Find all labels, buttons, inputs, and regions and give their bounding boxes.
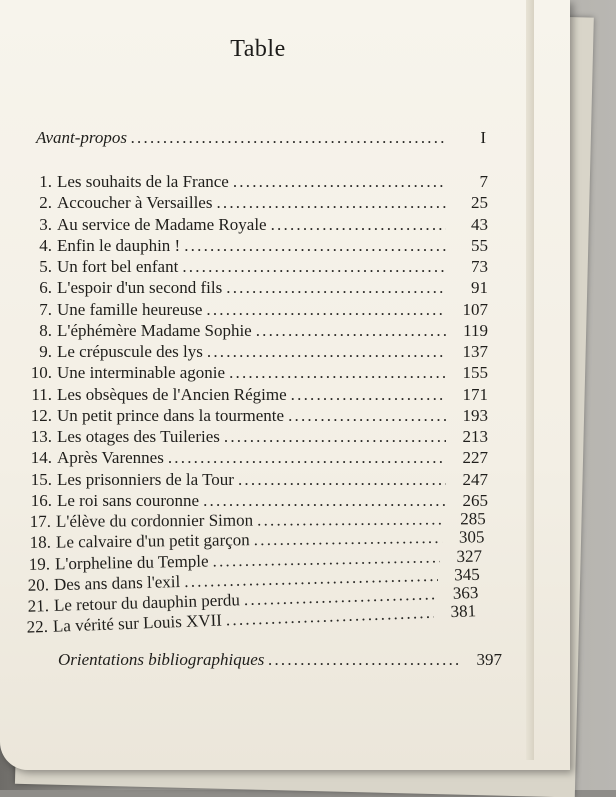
toc-entry-label: Le crépuscule des lys xyxy=(57,342,203,361)
toc-entry-label: Orientations bibliographiques xyxy=(58,650,265,669)
toc-entry-page: 213 xyxy=(462,427,488,446)
leader-dots xyxy=(256,321,446,341)
toc-entry-label: L'espoir d'un second fils xyxy=(57,278,223,298)
toc-entry-label: Les obsèques de l'Ancien Régime xyxy=(57,384,287,404)
toc-entry xyxy=(22,257,488,277)
toc-entry-number: 14. xyxy=(30,448,52,468)
leader-dots xyxy=(182,257,446,277)
toc-entry xyxy=(22,470,488,490)
toc-entry-page: 193 xyxy=(462,405,488,425)
toc-entry-label: L'éphémère Madame Sophie xyxy=(57,320,252,340)
toc-entry-label: Un petit prince dans la tourmente xyxy=(57,405,285,425)
toc-entry-page: I xyxy=(480,128,486,147)
toc-entry-number: 12. xyxy=(30,405,52,425)
leader-dots xyxy=(168,448,446,468)
toc-entry-number: 10. xyxy=(30,363,52,383)
toc-entry-page: 119 xyxy=(463,320,488,340)
page-edge xyxy=(526,0,534,760)
toc-entry-label: La vérité sur Louis XVII xyxy=(52,610,223,636)
leader-dots xyxy=(207,342,446,362)
toc-entry-page: 25 xyxy=(471,193,488,213)
toc-entry-page: 137 xyxy=(462,342,488,361)
toc-entry xyxy=(22,193,488,213)
toc-entry-page: 345 xyxy=(454,564,481,585)
toc-entry-number: 6. xyxy=(39,278,52,298)
toc-entry-label: Après Varennes xyxy=(57,448,164,468)
toc-entry-page: 397 xyxy=(476,650,502,669)
leader-dots xyxy=(216,193,446,213)
toc-entry-number: 13. xyxy=(30,427,52,446)
toc-entry-label: Accoucher à Versailles xyxy=(57,193,213,213)
toc-entry-page: 73 xyxy=(471,257,488,276)
leader-dots xyxy=(238,470,446,490)
toc-entry xyxy=(22,236,488,256)
toc-entry-label: Enfin le dauphin ! xyxy=(57,235,181,255)
toc-entry-page: 43 xyxy=(471,214,488,234)
toc-entry-label: Les souhaits de la France xyxy=(57,172,229,191)
toc-entry xyxy=(22,215,488,235)
leader-dots xyxy=(206,300,446,320)
leader-dots xyxy=(268,650,460,670)
toc-entry-number: 11. xyxy=(31,384,52,404)
toc-entry-page: 381 xyxy=(450,601,477,622)
toc-entry-label: Les prisonniers de la Tour xyxy=(57,469,234,489)
toc-entry xyxy=(22,448,488,468)
toc-entry-number: 9. xyxy=(39,342,52,361)
leader-dots xyxy=(203,491,446,511)
leader-dots xyxy=(229,363,446,383)
toc-entry xyxy=(22,385,488,405)
toc-entry-page: 265 xyxy=(462,490,488,510)
toc-entry-number: 4. xyxy=(39,235,52,255)
page-title: Table xyxy=(230,36,286,62)
toc-entry-label: Au service de Madame Royale xyxy=(57,214,267,234)
toc-entry-number: 22. xyxy=(26,617,49,637)
toc-entry-page: 285 xyxy=(460,509,487,529)
toc-entry-number: 18. xyxy=(29,532,51,553)
toc-entry-page: 107 xyxy=(462,299,488,319)
toc-entry-page: 327 xyxy=(456,546,483,566)
toc-entry xyxy=(22,363,488,383)
toc-entry-page: 305 xyxy=(458,527,485,547)
leader-dots xyxy=(291,385,446,405)
toc-entry-page: 247 xyxy=(462,469,488,489)
toc-entry-page: 227 xyxy=(462,448,488,468)
toc-entry xyxy=(22,172,488,192)
toc-entry xyxy=(22,406,488,426)
toc-entry-label: Le retour du dauphin perdu xyxy=(53,590,240,615)
leader-dots xyxy=(131,128,444,148)
toc-entry-label: Les otages des Tuileries xyxy=(57,427,220,446)
toc-entry-number: 19. xyxy=(28,553,51,574)
leader-dots xyxy=(226,278,446,298)
toc-entry-number: 8. xyxy=(39,320,52,340)
toc-entry-number: 21. xyxy=(27,596,50,616)
toc-entry-number: 1. xyxy=(39,172,52,191)
toc-entry-number: 2. xyxy=(39,193,52,213)
toc-entry-label: Un fort bel enfant xyxy=(57,257,179,276)
toc-entry-number: 17. xyxy=(30,511,52,531)
toc-entry-page: 55 xyxy=(471,235,488,255)
toc-entry-number: 7. xyxy=(39,299,52,319)
leader-dots xyxy=(288,406,446,426)
leader-dots xyxy=(271,215,446,235)
toc-entry-page: 91 xyxy=(471,278,488,298)
toc-entry xyxy=(22,321,488,341)
toc-entry-page: 171 xyxy=(462,384,488,404)
leader-dots xyxy=(224,427,446,447)
toc-entry-number: 3. xyxy=(39,214,52,234)
toc-entry-label: Une interminable agonie xyxy=(57,363,226,383)
toc-entry-number: 15. xyxy=(30,469,52,489)
leader-dots xyxy=(233,172,446,192)
toc-entry-page: 155 xyxy=(462,363,488,383)
toc-entry-label: Avant-propos xyxy=(36,128,127,147)
toc-entry-number: 20. xyxy=(27,575,50,595)
toc-entry xyxy=(22,491,488,511)
toc-entry-label: Le calvaire d'un petit garçon xyxy=(55,530,250,552)
toc-entry-number: 5. xyxy=(39,257,52,276)
toc-entry-page: 7 xyxy=(479,172,488,191)
toc-entry xyxy=(22,342,488,362)
toc-entry-number: 16. xyxy=(30,490,52,510)
toc-entry-label: Le roi sans couronne xyxy=(57,490,200,510)
toc-entry-bibliography xyxy=(58,650,502,670)
toc-entry xyxy=(22,300,488,320)
leader-dots xyxy=(184,236,446,256)
toc-entry-page: 363 xyxy=(452,582,479,603)
toc-entry-label: L'élève du cordonnier Simon xyxy=(56,510,254,531)
toc-entry xyxy=(22,427,488,447)
toc-entry-label: Des ans dans l'exil xyxy=(54,571,181,594)
toc-entry-label: Une famille heureuse xyxy=(57,299,203,319)
toc-entry-label: L'orpheline du Temple xyxy=(54,551,209,573)
toc-entry xyxy=(22,278,488,298)
toc-entry-foreword xyxy=(36,128,486,148)
